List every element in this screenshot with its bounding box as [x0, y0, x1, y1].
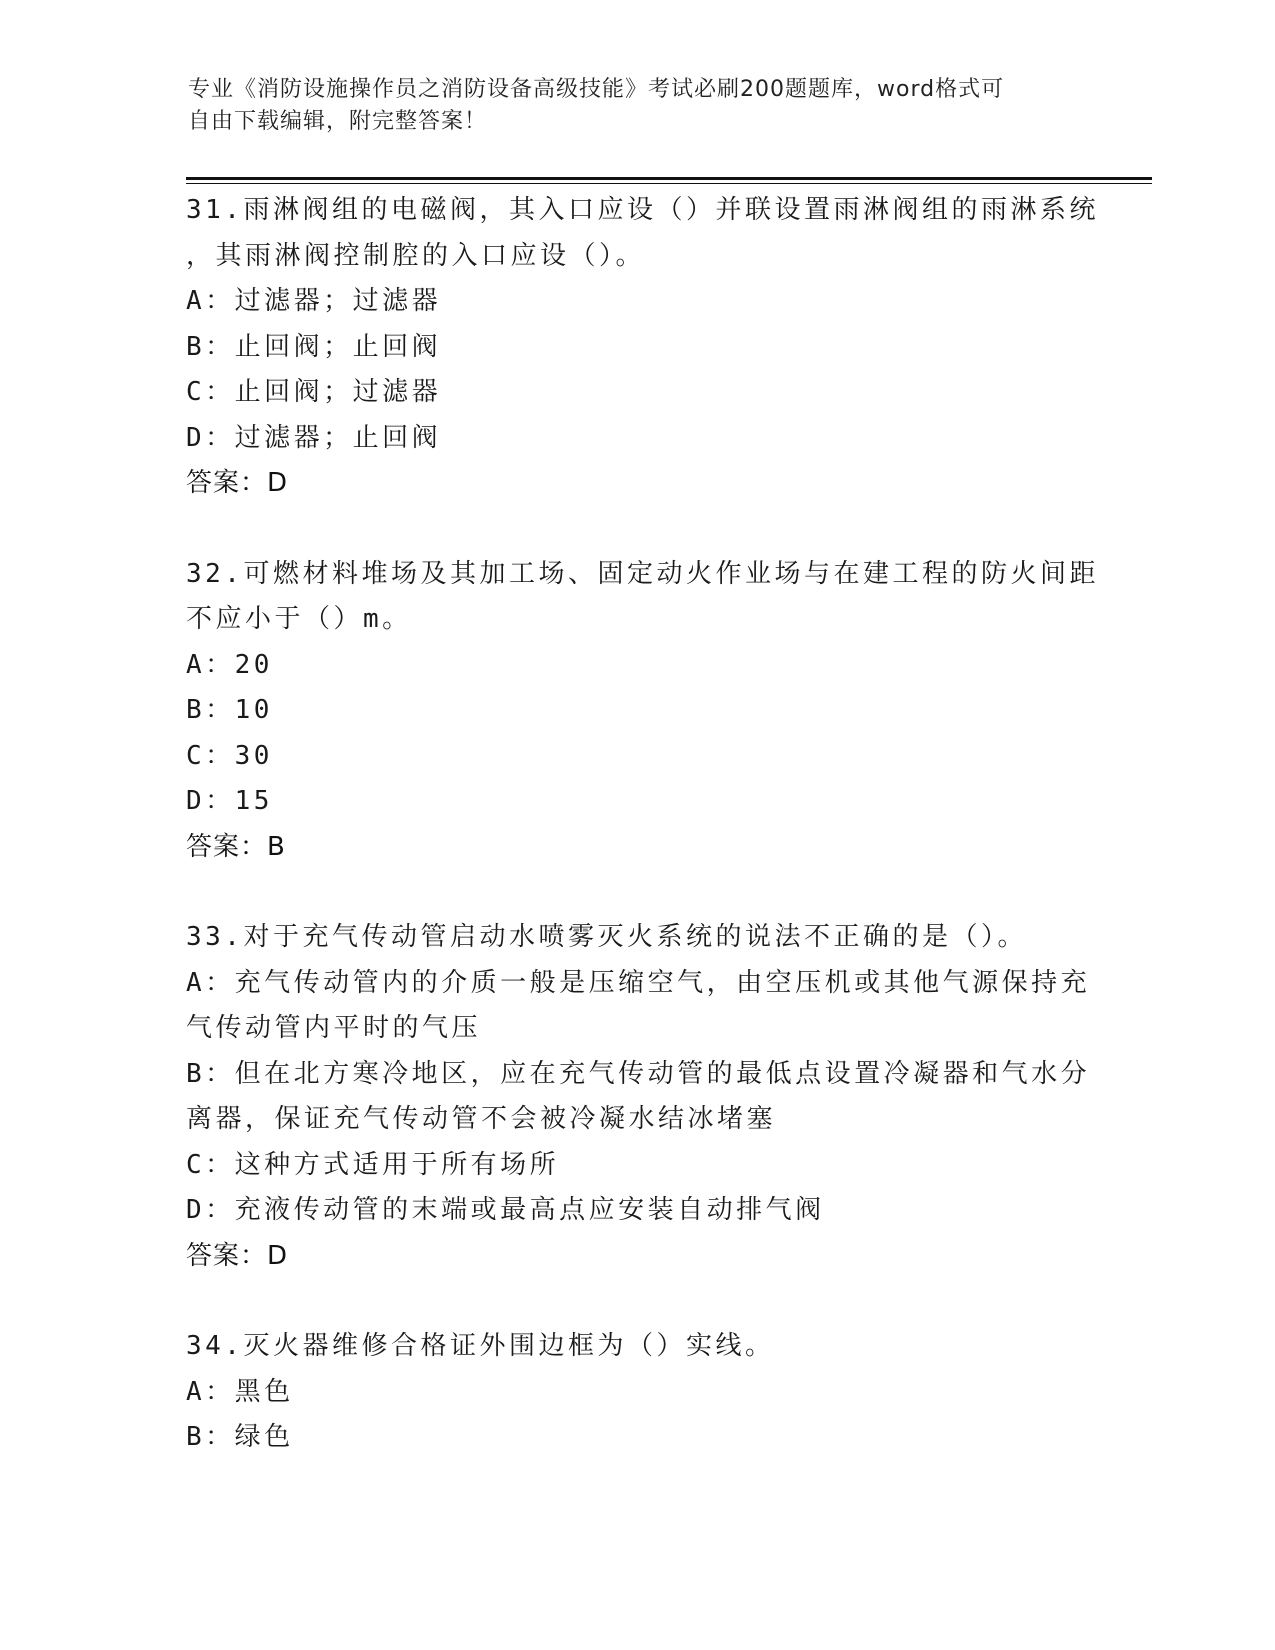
question-33 — [186, 915, 1091, 1279]
question-32 — [186, 552, 1099, 871]
question-stem: 不应小于（）m。 — [186, 604, 412, 634]
option-d: D：过滤器；止回阀 — [186, 422, 442, 453]
option-c: C：30 — [186, 740, 273, 771]
question-stem: 33.对于充气传动管启动水喷雾灭火系统的说法不正确的是（）。 — [186, 922, 1027, 952]
option-c: C：止回阀；过滤器 — [186, 377, 442, 407]
option-c: C：这种方式适用于所有场所 — [186, 1149, 560, 1180]
document-header — [188, 74, 1088, 138]
header-line-2: 自由下载编辑，附完整答案！ — [188, 109, 488, 134]
option-d: D：15 — [186, 786, 273, 816]
question-stem: 31.雨淋阀组的电磁阀，其入口应设（）并联设置雨淋阀组的雨淋系统 — [186, 195, 1099, 225]
header-line-1: 专业《消防设施操作员之消防设备高级技能》考试必刷200题题库，word格式可 — [188, 77, 1005, 102]
option-d: D：充液传动管的末端或最高点应安装自动排气阀 — [186, 1195, 825, 1225]
option-b-continued: 离器，保证充气传动管不会被冷凝水结冰堵塞 — [186, 1104, 777, 1134]
question-stem: 34.灭火器维修合格证外围边框为（）实线。 — [186, 1331, 775, 1361]
question-31 — [186, 188, 1099, 507]
option-b: B：但在北方寒冷地区，应在充气传动管的最低点设置冷凝器和气水分 — [186, 1058, 1091, 1089]
answer-text: 答案：D — [186, 468, 289, 498]
option-b: B：绿色 — [186, 1422, 294, 1452]
answer-text: 答案：D — [186, 1240, 289, 1271]
question-stem: ，其雨淋阀控制腔的入口应设（）。 — [186, 240, 646, 271]
answer-text: 答案：B — [186, 831, 286, 862]
header-divider-thin — [186, 183, 1152, 184]
header-divider-thick — [186, 177, 1152, 180]
question-34 — [186, 1324, 1086, 1461]
option-a: A：20 — [186, 649, 273, 680]
question-list — [186, 188, 1099, 1506]
question-stem: 32.可燃材料堆场及其加工场、固定动火作业场与在建工程的防火间距 — [186, 558, 1099, 589]
option-a: A：过滤器；过滤器 — [186, 286, 442, 316]
option-b: B：10 — [186, 695, 273, 725]
option-a-continued: 气传动管内平时的气压 — [186, 1013, 482, 1043]
option-b: B：止回阀；止回阀 — [186, 331, 442, 362]
option-a: A：充气传动管内的介质一般是压缩空气，由空压机或其他气源保持充 — [186, 967, 1091, 998]
option-a: A：黑色 — [186, 1376, 294, 1407]
